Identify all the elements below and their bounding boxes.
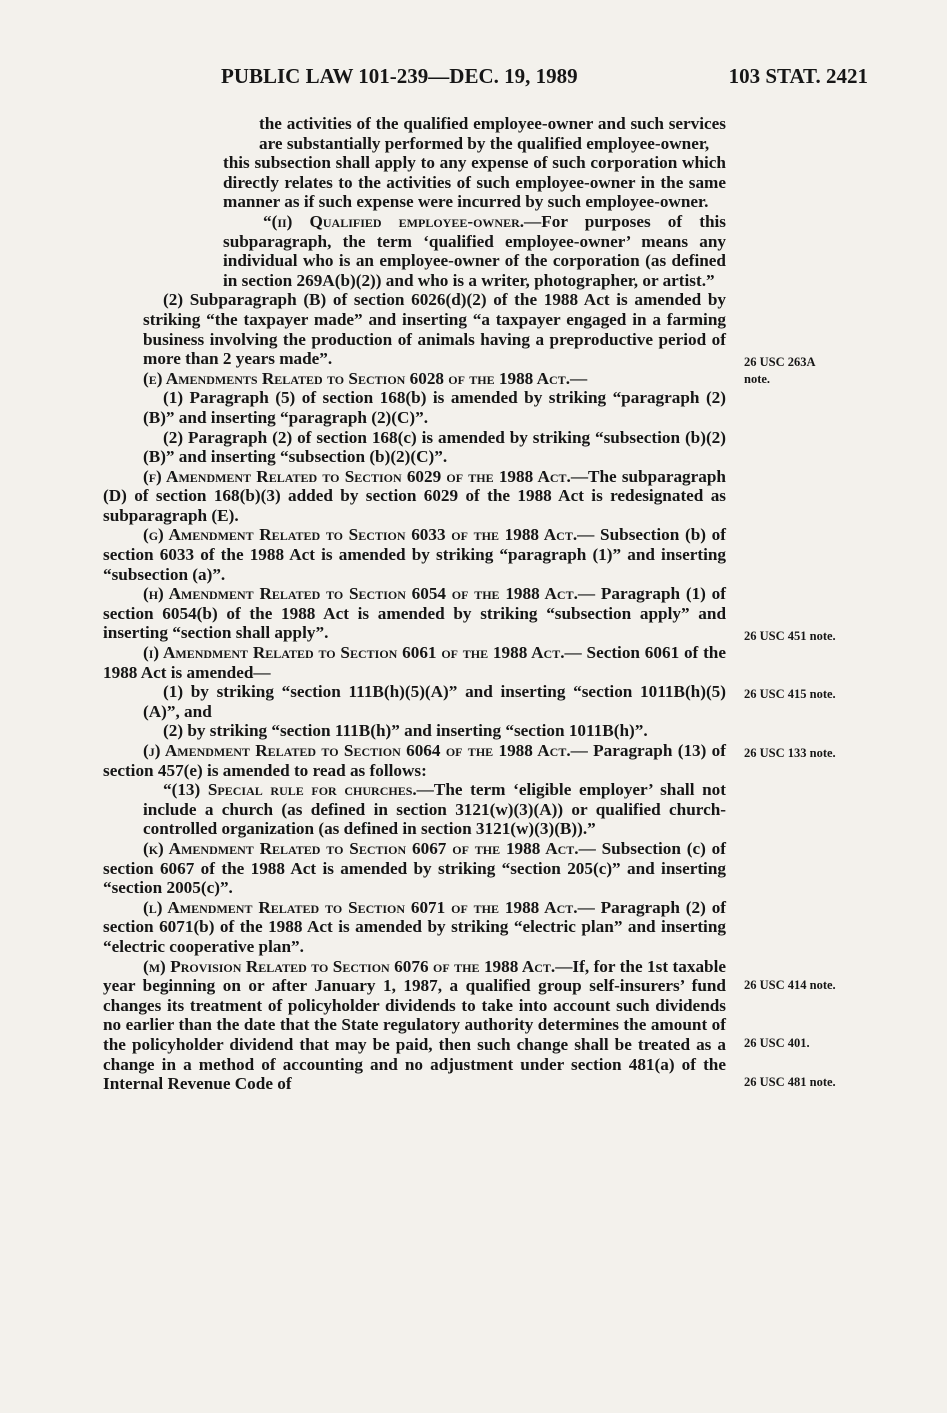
text-qualified-employee-owner: —For purposes of this subparagraph, the term ‘qualified employee-owner’ means any individual who is an employee-owner of the corporation (as defined in section 269A(b)(2)) and who is a writer, photographer, or artist.” [223,211,726,290]
heading-k: (k) Amendment Related to Section 6067 of the 1988 Act. [143,838,579,858]
text-j: — Paragraph (13) of section 457(e) is amended to read as follows: [103,741,727,780]
section-h [103,584,726,643]
section-l [103,898,726,957]
item-e1: (1) Paragraph (5) of section 168(b) is amended by striking “paragraph (2)(B)” and inserting “paragraph (2)(C)”. [143,388,726,427]
margin-notes [744,0,904,1413]
margin-note-481: 26 USC 481 note. [744,1075,836,1089]
paragraph-continuation: the activities of the qualified employee-owner and such services are substantially performed by the qualified employee-owner, [259,114,726,153]
heading-i: (i) Amendment Related to Section 6061 of the 1988 Act. [143,643,565,663]
heading-f: (f) Amendment Related to Section 6029 of the 1988 Act. [143,466,571,486]
heading-qualified-employee-owner: “(ii) Qualified employee-owner. [263,211,525,231]
statute-page-number: 103 STAT. 2421 [728,64,868,88]
margin-note-414: 26 USC 414 note. [744,978,836,992]
section-f [103,467,726,526]
section-m [103,957,726,1094]
text-m: —If, for the 1st taxable year beginning on or after January 1, 1987, a qualified group self-insurers’ fund changes its treatment of policyholder dividends to take into account such dividends no earlier than the date that the State regulatory authority determines the amount of the policyholder dividend that may be paid, then such change shall be treated as a change in a method of accounting and no adjustment under section 481(a) of the Internal Revenue Code of [103,956,726,1094]
heading-j13: “(13) Special rule for churches. [163,780,417,800]
paragraph-qualified-employee-owner [103,212,726,290]
section-e [103,369,726,389]
item-i1: (1) by striking “section 111B(h)(5)(A)” and inserting “section 1011B(h)(5)(A)”, and [143,682,726,721]
section-j [103,741,726,780]
paragraph-subsection-apply: this subsection shall apply to any expense of such corporation which directly relates to the activities of such employee-owner in the same manner as if such expense were incurred by such employee-owner. [223,153,726,212]
text-i: — Section 6061 of the 1988 Act is amended— [103,643,726,682]
heading-e: (e) Amendments Related to Section 6028 of the 1988 Act. [143,368,571,388]
heading-g: (g) Amendment Related to Section 6033 of the 1988 Act. [143,525,578,545]
margin-note-415: 26 USC 415 note. [744,687,836,701]
text-h: — Paragraph (1) of section 6054(b) of the 1988 Act is amended by striking “subsection apply” and inserting “section shall apply”. [103,584,726,643]
document-body [103,114,726,1094]
paragraph-subparagraph-b: (2) Subparagraph (B) of section 6026(d)(2) of the 1988 Act is amended by striking “the taxpayer made” and inserting “a taxpayer engaged in a farming business involving the production of animals having a preproductive period of more than 2 years made”. [143,290,726,369]
margin-note-133: 26 USC 133 note. [744,746,836,760]
heading-h: (h) Amendment Related to Section 6054 of the 1988 Act. [143,584,578,604]
item-e2: (2) Paragraph (2) of section 168(c) is amended by striking “subsection (b)(2)(B)” and inserting “subsection (b)(2)(C)”. [143,427,726,467]
margin-note-263a: 26 USC 263A [744,355,816,369]
heading-m: (m) Provision Related to Section 6076 of the 1988 Act. [143,956,556,976]
heading-j: (j) Amendment Related to Section 6064 of the 1988 Act. [143,741,571,760]
margin-note-263a-note: note. [744,372,771,386]
section-i [103,643,726,682]
margin-note-451: 26 USC 451 note. [744,629,836,643]
text-g: — Subsection (b) of section 6033 of the 1988 Act is amended by striking “paragraph (1)” and inserting “subsection (a)”. [103,525,726,584]
text-e: — [570,368,588,388]
public-law-title: PUBLIC LAW 101-239—DEC. 19, 1989 [221,64,578,88]
margin-note-401: 26 USC 401. [744,1036,810,1050]
text-k: — Subsection (c) of section 6067 of the 1988 Act is amended by striking “section 205(c)” and inserting “section 2005(c)”. [103,838,726,898]
section-k [103,839,726,898]
item-j13 [103,780,726,839]
text-j13: —The term ‘eligible employer’ shall not include a church (as defined in section 3121(w)(3)(A)) or qualified church-controlled organization (as defined in section 3121(w)(3)(B)).” [143,780,726,839]
item-i2: (2) by striking “section 111B(h)” and inserting “section 1011B(h)”. [163,721,648,741]
heading-l: (l) Amendment Related to Section 6071 of the 1988 Act. [143,897,578,917]
section-g [103,525,726,584]
text-l: — Paragraph (2) of section 6071(b) of the 1988 Act is amended by striking “electric plan” and inserting “electric cooperative plan”. [103,897,727,956]
text-f: —The subparagraph (D) of section 168(b)(3) added by section 6029 of the 1988 Act is redesignated as subparagraph (E). [103,466,726,525]
